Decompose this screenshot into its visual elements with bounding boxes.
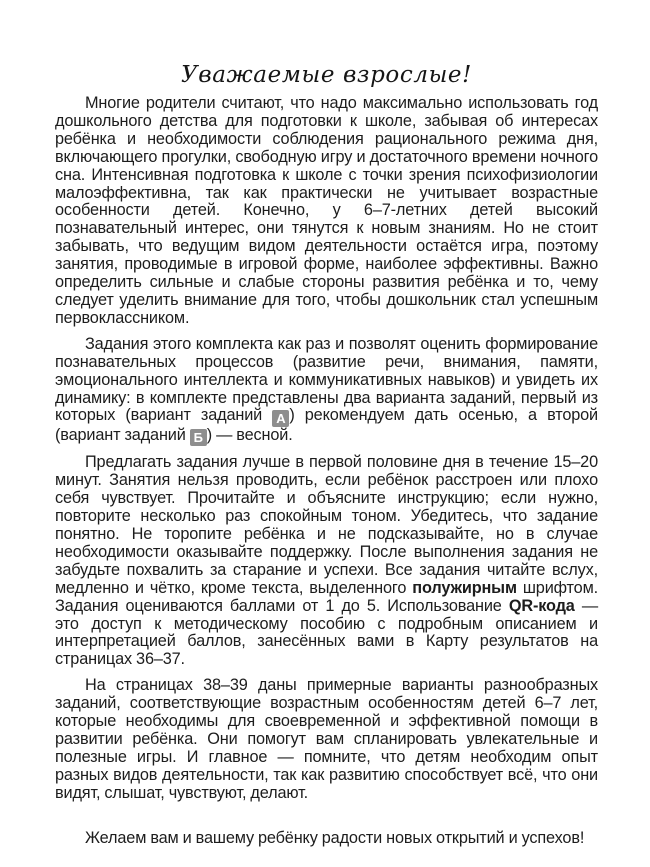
paragraph-instructions bbox=[55, 454, 598, 669]
text-run: — это доступ к методическому пособию с подробным описанием и интерпретацией баллов, занесённых вами в Карту результатов на страницах 36–37. bbox=[55, 596, 598, 669]
bold-text-run: QR-кода bbox=[508, 596, 575, 615]
paragraph-intro bbox=[55, 95, 598, 328]
text-run: На страницах 38–39 даны примерные варианты разнообразных заданий, соответствующие возрастным особенностям детей 6–7 лет, которые необходимы для своевременной и эффективной помощи в развитии ребёнка. Они помогут вам спланировать увлекательные и полезные игры. И главное — помните, что детям необходим опыт разных видов деятельности, так как развитию способствует всё, что они видят, слышат, чувствуют, делают. bbox=[55, 676, 598, 802]
paragraph-pages-38-39 bbox=[55, 677, 598, 802]
closing-line: Желаем вам и вашему ребёнку радости новых открытий и успехов! bbox=[85, 828, 585, 847]
text-run: ) рекомендуем дать осенью, а второй (вариант заданий bbox=[55, 406, 598, 444]
variant-badge: Б bbox=[190, 429, 207, 446]
text-run: ) — весной. bbox=[206, 425, 293, 444]
page-body bbox=[55, 95, 598, 848]
text-run: Задания этого комплекта как раз и позволят оценить формирование познавательных процессов (развитие речи, внимания, памяти, эмоционального интеллекта и коммуникативных навыков) и увидеть их динамику: в комплекте представлены два варианта заданий, первый из которых (вариант заданий bbox=[55, 334, 598, 425]
bold-text-run: полужирным bbox=[412, 578, 517, 597]
variant-badge: А bbox=[272, 410, 289, 427]
paragraph-variants bbox=[55, 336, 598, 447]
text-run: шрифтом. Задания оцениваются баллами от 1 до 5. Использование bbox=[55, 578, 598, 615]
page-title: Уважаемые взрослые! bbox=[181, 62, 472, 88]
text-run: Предлагать задания лучше в первой половине дня в течение 15–20 минут. Занятия нельзя проводить, если ребёнок расстроен или плохо себя чувствует. Прочитайте и объясните инструкцию; если нужно, повторите несколько раз спокойным тоном. Убедитесь, что задание понятно. Не торопите ребёнка и не подсказывайте, но в случае необходимости оказывайте поддержку. После выполнения задания не забудьте похвалить за старание и успехи. Все задания читайте вслух, медленно и чётко, кроме текста, выделенного bbox=[55, 453, 598, 597]
text-run: Многие родители считают, что надо максимально использовать год дошкольного детства для подготовки к школе, забывая об интересах ребёнка и необходимости соблюдения рационального режима дня, включающего прогулки, свободную игру и достаточного времени ночного сна. Интенсивная подготовка к школе с точки зрения психофизиологии малоэффективна, так как практически не учитывает возрастные особенности детей. Конечно, у 6–7-летних детей высокий познавательный интерес, они тянутся к новым знаниям. Но не стоит забывать, что ведущим видом деятельности остаётся игра, поэтому занятия, проводимые в игровой форме, наиболее эффективны. Важно определить сильные и слабые стороны развития ребёнка и то, чему следует уделить внимание для того, чтобы дошкольник стал успешным первоклассником. bbox=[55, 94, 598, 327]
